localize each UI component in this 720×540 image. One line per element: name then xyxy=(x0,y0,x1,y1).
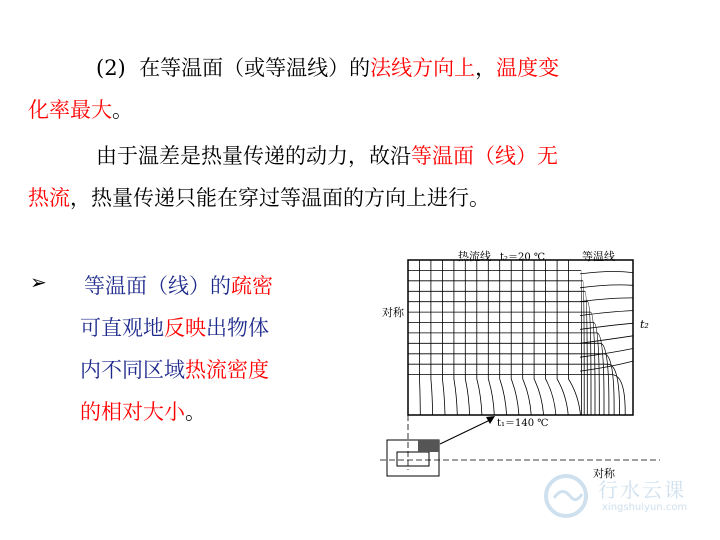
bullet-l3-a: 内不同区域 xyxy=(80,358,185,382)
heat-flow-line xyxy=(477,260,482,415)
label-t2-right: t₂ xyxy=(640,318,649,331)
bullet-l2-c: 出物体 xyxy=(206,316,269,340)
paragraph-1 xyxy=(28,47,678,131)
bullet-l2-a: 可直观地 xyxy=(80,316,164,340)
p2-text-a: 由于温差是热量传递的动力，故沿 xyxy=(96,144,411,168)
isotherm-line xyxy=(408,291,587,415)
inset-pointer-line xyxy=(440,420,490,444)
heat-flow-line xyxy=(569,260,581,415)
p2-text-b: ，热量传递只能在穿过等温面的方向上进行。 xyxy=(70,186,490,210)
p2-highlight-no-flow-b: 热流 xyxy=(28,186,70,210)
heat-flow-line xyxy=(465,260,469,415)
isotherm-line xyxy=(408,364,620,415)
heat-flow-line xyxy=(580,361,633,371)
heat-flow-line xyxy=(488,260,494,415)
isotherm-line xyxy=(408,270,582,415)
heat-flow-line xyxy=(523,260,532,415)
p1-highlight-max-rate-a: 温度变 xyxy=(496,56,560,80)
label-heat-flow-line: 热流线 xyxy=(458,250,491,263)
inset-inner-rect xyxy=(397,452,429,466)
label-symmetry-bottom: 对称 xyxy=(593,467,615,480)
heat-flow-line xyxy=(580,298,633,302)
label-t2-value: t₂＝20 ℃ xyxy=(500,252,546,263)
bullet-l1-a: 等温面（线）的 xyxy=(84,274,231,298)
item-number: (2) xyxy=(96,56,126,80)
p2-highlight-no-flow-a: 等温面（线）无 xyxy=(411,144,558,168)
bullet-arrow-icon: ➢ xyxy=(30,270,47,294)
isotherm-heat-flow-figure xyxy=(360,240,660,485)
heat-flow-line xyxy=(431,260,433,415)
label-t1-value: t₁＝140 ℃ xyxy=(497,418,549,429)
figure-grid-lines xyxy=(408,260,633,415)
isotherm-line xyxy=(408,333,604,415)
bullet-l4-period: 。 xyxy=(185,400,206,424)
heat-flow-line xyxy=(580,272,633,274)
heat-flow-line xyxy=(580,311,633,316)
watermark-name: 行水云课 xyxy=(598,478,686,502)
heat-flow-line xyxy=(442,260,445,415)
heat-flow-line xyxy=(580,285,633,288)
watermark xyxy=(540,468,710,524)
inset-hatched-corner xyxy=(418,440,439,452)
p1-text-a: 在等温面（或等温线）的 xyxy=(139,56,371,80)
label-symmetry-left: 对称 xyxy=(382,306,404,319)
p1-highlight-normal-direction: 法线方向上 xyxy=(370,56,476,80)
watermark-url: xingshuiyun.com xyxy=(602,502,688,513)
heat-flow-line xyxy=(546,260,556,415)
bullet-l3-highlight: 热流密度 xyxy=(185,358,269,382)
inset-pointer-arrowhead xyxy=(486,416,495,424)
bullet-l4-highlight: 的相对大小 xyxy=(80,400,185,424)
p1-period: 。 xyxy=(112,98,133,122)
bullet-l2-highlight: 反映 xyxy=(164,316,206,340)
heat-flow-line xyxy=(580,336,633,344)
p1-highlight-max-rate-b: 化率最大 xyxy=(28,98,112,122)
heat-flow-line xyxy=(420,260,421,415)
heat-flow-line xyxy=(454,260,457,415)
bullet-paragraph xyxy=(80,265,340,433)
p1-comma: ， xyxy=(475,56,497,80)
bullet-l1-highlight: 疏密 xyxy=(231,274,273,298)
heat-flow-line xyxy=(534,260,544,415)
isotherm-line xyxy=(408,323,599,416)
isotherm-line xyxy=(408,312,595,415)
heat-flow-line xyxy=(511,260,519,415)
paragraph-2 xyxy=(28,135,678,219)
isotherm-line xyxy=(408,375,625,415)
heat-flow-line xyxy=(580,323,633,329)
label-isotherm-line: 等温线 xyxy=(582,250,615,263)
heat-flow-line xyxy=(557,260,568,415)
heat-flow-line xyxy=(500,260,507,415)
isotherm-line xyxy=(408,281,584,415)
watermark-logo-icon xyxy=(540,468,596,524)
